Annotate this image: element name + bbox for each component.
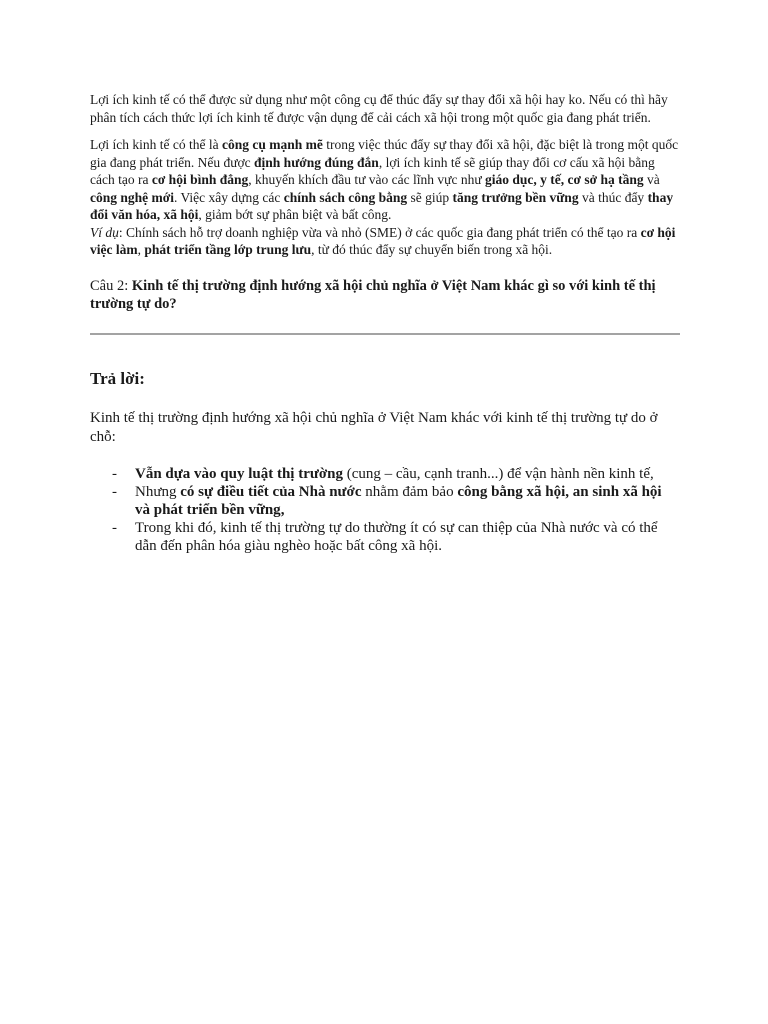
item-bold: có sự điều tiết của Nhà nước <box>180 483 362 500</box>
example-label: Ví dụ <box>90 224 119 240</box>
list-item <box>90 519 680 555</box>
answer1-text: trong việc thúc đẩy sự thay đổi xã hội, đặc biệt là trong một quốc gia đang phát triển. Nếu được <box>90 137 679 170</box>
item-text: nhằm đảm bảo <box>361 483 458 500</box>
example-bold: cơ hội việc làm <box>90 224 676 257</box>
answer1-bold: thay đổi văn hóa, xã hội <box>90 189 674 222</box>
answer1-text: , lợi ích kinh tế sẽ giúp thay đổi cơ cấu xã hội bằng cách tạo ra <box>90 154 655 187</box>
answer-heading: Trả lời: <box>90 368 145 388</box>
question-text: Kinh tế thị trường định hướng xã hội chủ nghĩa ở Việt Nam khác gì so với kinh tế thị trường tự do? <box>90 277 656 312</box>
document-page <box>90 91 680 555</box>
answer-list <box>90 465 680 555</box>
example-text: , <box>137 242 145 257</box>
intro-paragraph: Lợi ích kinh tế có thể được sử dụng như một công cụ để thúc đẩy sự thay đổi xã hội hay ko. Nếu có thì hãy phân tích cách thức lợi ích kinh tế được vận dụng để cải cách xã hội trong một quốc gia đang phát triển. <box>90 92 668 125</box>
answer-intro: Kinh tế thị trường định hướng xã hội chủ nghĩa ở Việt Nam khác với kinh tế thị trường tự do ở chỗ: <box>90 409 658 445</box>
answer1-bold: công cụ mạnh mẽ <box>221 137 323 152</box>
list-item <box>90 465 680 483</box>
answer1-text: và <box>643 172 660 187</box>
answer1-text: và thúc đẩy <box>578 189 648 205</box>
section-divider <box>90 333 680 335</box>
example-text: , từ đó thúc đẩy sự chuyển biến trong xã hội. <box>311 242 553 257</box>
answer1-bold: giáo dục, y tế, cơ sở hạ tầng <box>485 172 644 187</box>
answer1-text: Lợi ích kinh tế có thể là <box>90 137 222 152</box>
answer1-bold: chính sách công bằng <box>283 189 408 205</box>
example-bold: phát triển tầng lớp trung lưu <box>144 242 312 257</box>
example-text: : Chính sách hỗ trợ doanh nghiệp vừa và nhỏ (SME) ở các quốc gia đang phát triển có thể tạo ra <box>118 224 641 240</box>
item-bold: công bằng xã hội, an sinh xã hội và phát triển bền vững <box>135 483 662 518</box>
item-bold: , <box>280 501 285 518</box>
answer1-bold: tăng trưởng bền vững <box>452 189 579 205</box>
bullet-dash: - <box>112 465 117 482</box>
item-text: Nhưng <box>135 483 181 500</box>
example-paragraph <box>90 224 680 259</box>
answer1-text: , khuyến khích đầu tư vào các lĩnh vực như <box>248 172 486 187</box>
answer1-text: sẽ giúp <box>407 189 453 205</box>
answer1-bold: cơ hội bình đẳng <box>151 172 249 187</box>
item-text: (cung – cầu, cạnh tranh...) để vận hành nền kinh tế, <box>343 465 654 482</box>
bullet-dash: - <box>112 519 117 536</box>
list-item <box>90 483 680 519</box>
answer1-text: . Việc xây dựng các <box>173 189 284 205</box>
answer1-bold: định hướng đúng đắn <box>254 154 379 170</box>
answer1-text: , giảm bớt sự phân biệt và bất công. <box>198 207 392 222</box>
question-2 <box>90 277 680 314</box>
question-prefix: Câu 2: <box>90 277 132 294</box>
bullet-dash: - <box>112 483 117 500</box>
answer1-bold: công nghệ mới <box>90 189 174 205</box>
item-text: Trong khi đó, kinh tế thị trường tự do thường ít có sự can thiệp của Nhà nước và có thể dẫn đến phân hóa giàu nghèo hoặc bất công xã hội. <box>135 519 658 554</box>
answer1-paragraph <box>90 136 680 224</box>
item-bold: Vẫn dựa vào quy luật thị trường <box>135 465 344 482</box>
